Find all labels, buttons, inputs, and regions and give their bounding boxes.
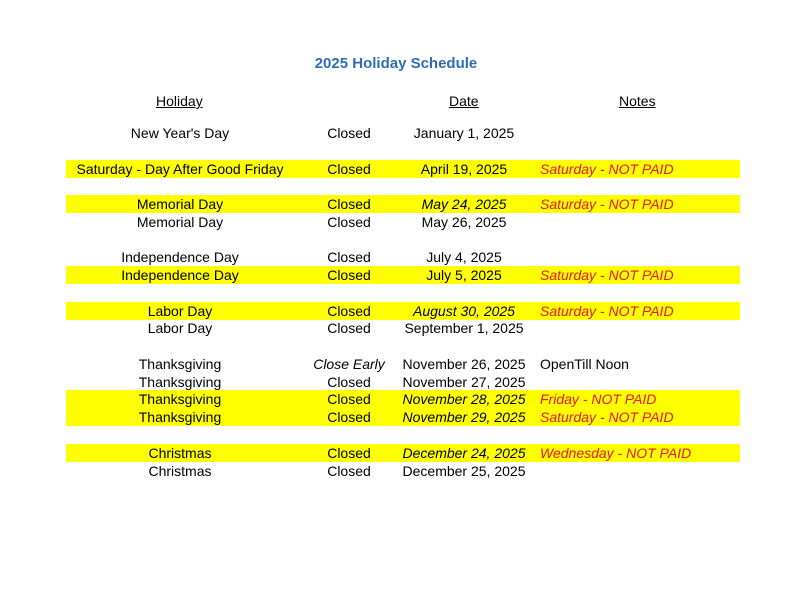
holiday-name: Independence Day	[121, 267, 239, 283]
holiday-name: Memorial Day	[136, 214, 224, 230]
holiday-date: November 27, 2025	[402, 374, 526, 390]
holiday-note	[540, 462, 740, 480]
table-row	[66, 444, 740, 462]
holiday-date: November 26, 2025	[402, 356, 526, 372]
table-row	[66, 355, 740, 373]
holiday-status: Closed	[327, 196, 371, 212]
holiday-status: Closed	[327, 161, 371, 177]
holiday-name: Labor Day	[147, 320, 213, 336]
holiday-status: Close Early	[313, 356, 385, 372]
holiday-note: Saturday - NOT PAID	[540, 161, 674, 177]
table-row	[66, 373, 740, 391]
holiday-name: New Year's Day	[130, 125, 230, 141]
holiday-status: Closed	[327, 391, 371, 407]
holiday-date: July 5, 2025	[426, 267, 502, 283]
holiday-note: Friday - NOT PAID	[540, 391, 657, 407]
holiday-name: Christmas	[148, 463, 212, 479]
holiday-note	[540, 319, 740, 337]
holiday-status: Closed	[327, 214, 371, 230]
holiday-date: May 26, 2025	[421, 214, 507, 230]
table-row	[66, 408, 740, 426]
holiday-note: Saturday - NOT PAID	[540, 196, 674, 212]
holiday-status: Closed	[327, 409, 371, 425]
holiday-date: November 29, 2025	[402, 409, 526, 425]
holiday-date: September 1, 2025	[404, 320, 524, 336]
holiday-status: Closed	[327, 303, 371, 319]
holiday-name: Christmas	[148, 445, 212, 461]
table-row	[66, 160, 740, 178]
holiday-status: Closed	[327, 249, 371, 265]
table-row	[66, 248, 740, 266]
holiday-name: Independence Day	[121, 249, 239, 265]
holiday-name: Memorial Day	[136, 196, 224, 212]
holiday-note	[540, 124, 740, 142]
table-row	[66, 462, 740, 480]
holiday-name: Thanksgiving	[138, 391, 222, 407]
holiday-name: Saturday - Day After Good Friday	[76, 161, 284, 177]
holiday-note: Wednesday - NOT PAID	[540, 445, 692, 461]
table-row	[66, 302, 740, 320]
holiday-date: January 1, 2025	[413, 125, 515, 141]
holiday-name: Labor Day	[147, 303, 213, 319]
holiday-date: August 30, 2025	[413, 303, 515, 319]
holiday-status: Closed	[327, 445, 371, 461]
header-holiday: Holiday	[156, 93, 203, 109]
table-row	[66, 266, 740, 284]
holiday-status: Closed	[327, 463, 371, 479]
holiday-status: Closed	[327, 374, 371, 390]
holiday-status: Closed	[327, 125, 371, 141]
holiday-status: Closed	[327, 320, 371, 336]
holiday-date: December 25, 2025	[402, 463, 526, 479]
holiday-note: Saturday - NOT PAID	[540, 409, 674, 425]
table-row	[66, 213, 740, 231]
holiday-status: Closed	[327, 267, 371, 283]
holiday-note: Saturday - NOT PAID	[540, 303, 674, 319]
holiday-date: December 24, 2025	[402, 445, 526, 461]
page-title: 2025 Holiday Schedule	[314, 55, 478, 72]
holiday-name: Thanksgiving	[138, 409, 222, 425]
holiday-date: November 28, 2025	[402, 391, 526, 407]
holiday-note	[540, 373, 740, 391]
header-notes: Notes	[619, 93, 656, 109]
holiday-note	[540, 213, 740, 231]
table-row	[66, 195, 740, 213]
holiday-name: Thanksgiving	[138, 356, 222, 372]
holiday-date: May 24, 2025	[421, 196, 507, 212]
holiday-note: OpenTill Noon	[540, 356, 629, 372]
holiday-note	[540, 248, 740, 266]
holiday-date: April 19, 2025	[420, 161, 508, 177]
table-row	[66, 319, 740, 337]
holiday-name: Thanksgiving	[138, 374, 222, 390]
table-row	[66, 124, 740, 142]
holiday-note: Saturday - NOT PAID	[540, 267, 674, 283]
table-row	[66, 390, 740, 408]
holiday-date: July 4, 2025	[426, 249, 502, 265]
header-date: Date	[449, 93, 479, 109]
